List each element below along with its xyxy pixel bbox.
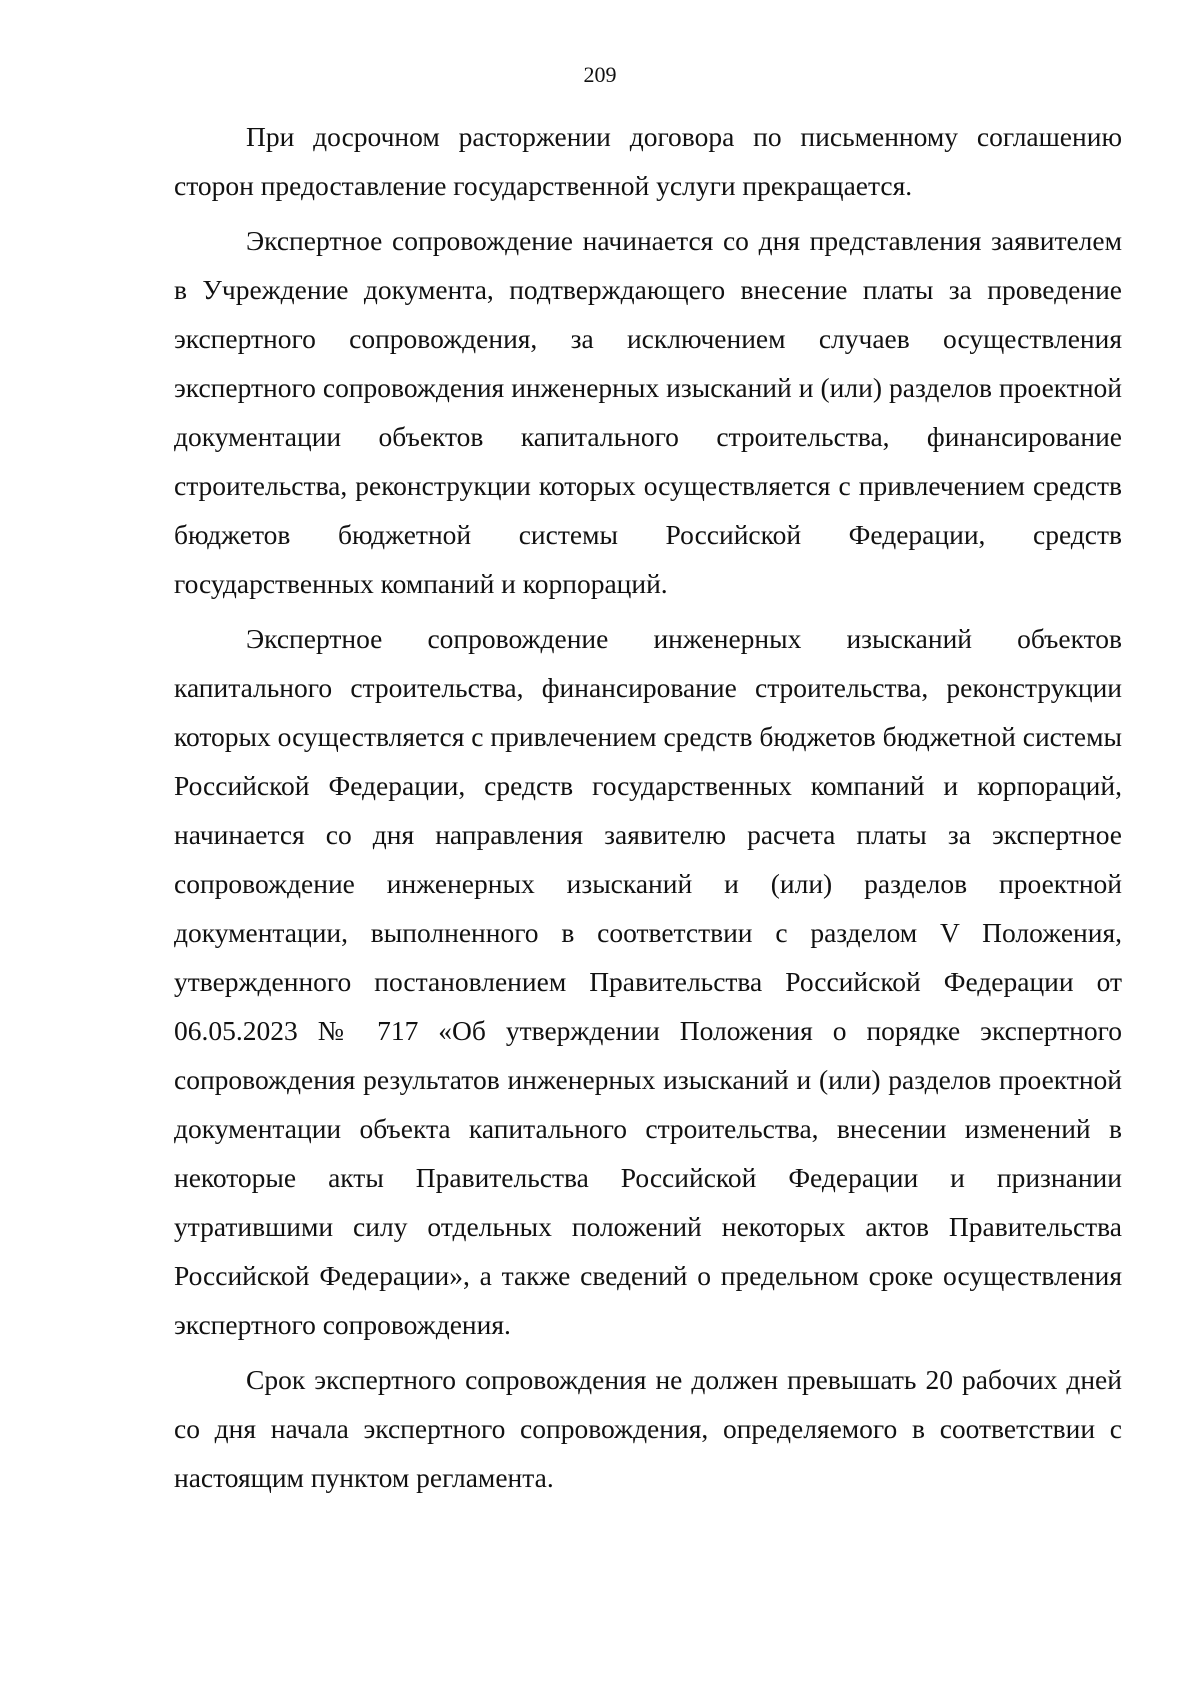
page-number: 209: [583, 62, 617, 87]
paragraph-budget-funded-support: Экспертное сопровождение инженерных изысканий объектов капитального строительства, финансирование строительства, реконструкции которых осуществляется с привлечением средств бюджетов бюджетной системы Российской Федерации, средств государственных компаний и корпораций, начинается со дня направления заявителю расчета платы за экспертное сопровождение инженерных изысканий и (или) разделов проектной документации, выполненного в соответствии с разделом V Положения, утвержденного постановлением Правительства Российской Федерации от 06.05.2023 № 717 «Об утверждении Положения о порядке экспертного сопровождения результатов инженерных изысканий и (или) разделов проектной документации объекта капитального строительства, внесении изменений в некоторые акты Правительства Российской Федерации и признании утратившими силу отдельных положений некоторых актов Правительства Российской Федерации», а также сведений о предельном сроке осуществления экспертного сопровождения.: [174, 623, 1122, 1340]
document-body: [174, 112, 1122, 1508]
paragraph-early-termination: При досрочном расторжении договора по письменному соглашению сторон предоставление государственной услуги прекращается.: [174, 121, 1122, 201]
paragraph-support-term: Срок экспертного сопровождения не должен превышать 20 рабочих дней со дня начала экспертного сопровождения, определяемого в соответствии с настоящим пунктом регламента.: [174, 1364, 1122, 1493]
paragraph-start-of-support: Экспертное сопровождение начинается со дня представления заявителем в Учреждение документа, подтверждающего внесение платы за проведение экспертного сопровождения, за исключением случаев осуществления экспертного сопровождения инженерных изысканий и (или) разделов проектной документации объектов капитального строительства, финансирование строительства, реконструкции которых осуществляется с привлечением средств бюджетов бюджетной системы Российской Федерации, средств государственных компаний и корпораций.: [174, 225, 1122, 599]
